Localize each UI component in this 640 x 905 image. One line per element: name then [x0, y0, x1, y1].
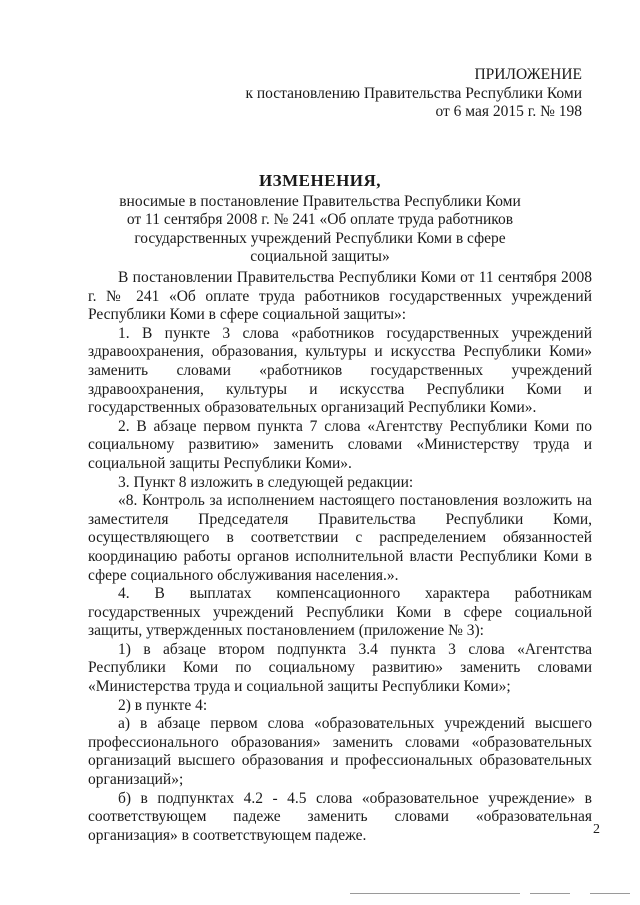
heading-line-1: вносимые в постановление Правительства Республики Коми — [119, 192, 521, 210]
document-title: ИЗМЕНЕНИЯ, — [258, 171, 382, 190]
appendix-resolution-line: к постановлению Правительства Республики Коми — [245, 84, 582, 102]
appendix-header — [245, 66, 582, 122]
heading-line-4: социальной защиты» — [250, 248, 390, 265]
scan-artifact-line — [590, 893, 630, 894]
heading-line-3: государственных учреждений Республики Коми в сфере — [134, 229, 506, 247]
appendix-label: ПРИЛОЖЕНИЕ — [474, 66, 582, 83]
page-number: 2 — [593, 822, 600, 837]
paragraph-item-3-text: «8. Контроль за исполнением настоящего постановления возложить на заместителя Председателя Правительства Республики Коми, осуществляющего в соответствии с распределением обязанностей координацию работы органов исполнительной власти Республики Коми в сфере социального обслуживания населения.». — [88, 492, 592, 584]
paragraph-item-4: 4. В выплатах компенсационного характера работникам государственных учреждений Республики Коми в сфере социальной защиты, утвержденных постановлением (приложение № 3): — [88, 585, 592, 640]
paragraph-intro: В постановлении Правительства Республики Коми от 11 сентября 2008 г. № 241 «Об оплате труда работников государственных учреждений Республики Коми в сфере социальной защиты»: — [88, 269, 592, 324]
paragraph-subitem-2b: б) в подпунктах 4.2 - 4.5 слова «образовательное учреждение» в соответствующем падеже заменить словами «образовательная организация» в соответствующем падеже. — [88, 789, 592, 844]
paragraph-item-2: 2. В абзаце первом пункта 7 слова «Агентству Республики Коми по социальному развитию» заменить словами «Министерству труда и социальной защиты Республики Коми». — [88, 417, 592, 472]
scan-artifact-line — [350, 893, 520, 894]
paragraph-subitem-2a: а) в абзаце первом слова «образовательных учреждений высшего профессионального образования» заменить словами «образовательных организаций высшего образования и профессиональных образовательных организаций»; — [88, 715, 592, 789]
appendix-date-line: от 6 мая 2015 г. № 198 — [435, 103, 582, 120]
document-body — [88, 269, 592, 845]
paragraph-subitem-2: 2) в пункте 4: — [118, 696, 208, 714]
paragraph-subitem-1: 1) в абзаце втором подпункта 3.4 пункта 3 слова «Агентства Республики Коми по социальному развитию» заменить словами «Министерства труда и социальной защиты Республики Коми»; — [88, 640, 592, 696]
scan-artifact-line — [530, 893, 570, 894]
document-heading — [100, 172, 540, 267]
heading-line-2: от 11 сентября 2008 г. № 241 «Об оплате труда работников — [126, 211, 514, 228]
paragraph-item-1: 1. В пункте 3 слова «работников государственных учреждений здравоохранения, образования, культуры и искусства Республики Коми» заменить словами «работников государственных учреждений здравоохранения, культуры и искусства Республики Коми и государственных образовательных организаций Республики Коми». — [88, 324, 592, 417]
paragraph-item-3: 3. Пункт 8 изложить в следующей редакции: — [118, 473, 414, 491]
